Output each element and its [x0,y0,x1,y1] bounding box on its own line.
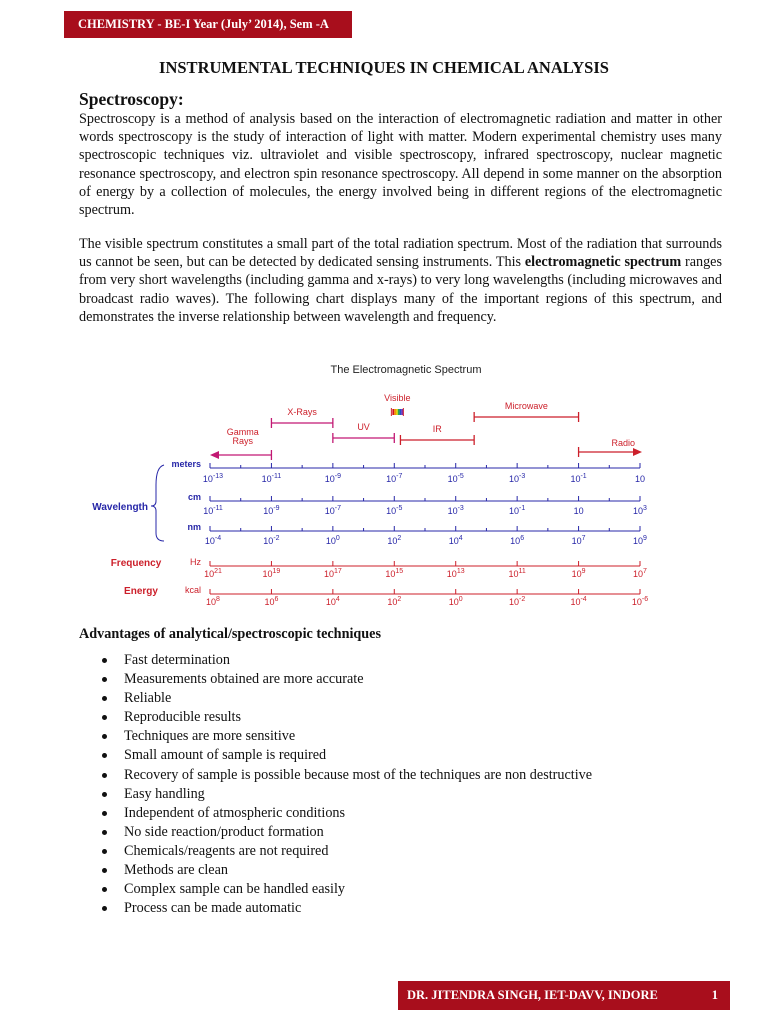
frequency-label: Frequency [110,558,162,569]
axis-kcal-tick-label: $10^2$ [387,596,402,607]
footer-author: DR. JITENDRA SINGH, IET-DAVV, INDORE [407,988,658,1002]
region-microwave-label: Microwave [504,401,548,411]
list-item: Process can be made automatic [100,899,592,918]
paragraph-text: The visible spectrum constitutes a small part of the total radiation spectrum. Most of the radiation that surrounds us cannot be seen, but can be detected by dedicated sensing instruments. This [79,236,722,271]
energy-label: Energy [124,586,158,597]
region-x-rays-label: X-Rays [287,407,317,417]
course-header: CHEMISTRY - BE-I Year (July’ 2014), Sem -A [78,17,329,31]
axis-kcal-tick-label: $10^{-2}$ [509,596,526,607]
axis-Hz-tick-label: $10^{19}$ [262,568,281,579]
region-visible-swatch [400,409,402,415]
list-item: Chemicals/reagents are not required [100,842,592,861]
axis-cm-tick-label: $10^{-3}$ [447,505,464,516]
axis-meters-tick-label: $10^{-1}$ [570,473,587,484]
spectrum-paragraph [79,235,722,326]
wavelength-brace [151,465,164,541]
axis-meters-tick-label: $10^{-7}$ [386,473,403,484]
axis-Hz-unit: Hz [190,557,201,567]
axis-nm-tick-label: $10^{-2}$ [263,535,280,546]
region-visible-swatch [396,409,398,415]
list-item: Techniques are more sensitive [100,727,592,746]
advantages-heading: Advantages of analytical/spectroscopic techniques [79,626,382,642]
axis-cm-tick-label: $10^{-1}$ [509,505,526,516]
section-heading: Spectroscopy: [79,89,184,109]
list-item: Recovery of sample is possible because most of the techniques are non destructive [100,766,592,785]
axis-meters-tick-label: $10^{-13}$ [202,473,224,484]
axis-kcal-tick-label: $10^{-6}$ [631,596,649,607]
list-item: Easy handling [100,785,592,804]
axis-nm-tick-label: $10^{-4}$ [204,535,222,546]
axis-nm-tick-label: $10^2$ [387,535,402,546]
list-item: Reproducible results [100,708,592,727]
axis-meters-tick-label: $10^{-5}$ [447,473,464,484]
axis-kcal-unit: kcal [184,585,201,595]
axis-Hz-tick-label: $10^{11}$ [508,568,526,579]
axis-Hz-tick-label: $10^{13}$ [446,568,465,579]
list-item: No side reaction/product formation [100,823,592,842]
region-gamma-rays-arrowhead [210,451,219,459]
axis-kcal-tick-label: $10^8$ [206,596,220,607]
axis-nm-tick-label: $10^6$ [510,535,525,546]
axis-cm-unit: cm [187,492,201,502]
region-visible-swatch [398,409,400,415]
list-item: Measurements obtained are more accurate [100,670,592,689]
axis-kcal-tick-label: $10^6$ [264,596,279,607]
page-number: 1 [711,988,718,1002]
axis-kcal-tick-label: $10^{-4}$ [570,596,587,607]
axis-kcal-tick-label: $10^0$ [448,596,463,607]
axis-cm-tick-label: $10^{-7}$ [324,505,341,516]
region-gamma-rays-label: Gamma [226,427,259,437]
axis-meters-tick-label: $10^{-3}$ [509,473,526,484]
axis-cm-tick-label: $10^3$ [633,505,647,516]
em-spectrum-chart [76,355,696,620]
list-item: Methods are clean [100,861,592,880]
axis-nm-tick-label: $10^7$ [571,535,586,546]
header-bar [64,11,352,38]
axis-kcal-tick-label: $10^4$ [325,596,340,607]
list-item: Small amount of sample is required [100,746,592,765]
axis-nm-tick-label: $10^4$ [448,535,463,546]
region-visible-label: Visible [384,393,411,403]
region-gamma-rays-label: Rays [232,436,253,446]
axis-nm-tick-label: $10^9$ [633,535,647,546]
axis-cm-tick-label: $10^{-5}$ [386,505,403,516]
axis-Hz-tick-label: $10^{17}$ [323,568,342,579]
region-radio-label: Radio [611,438,636,448]
axis-nm-tick-label: $10^0$ [325,535,340,546]
list-item: Independent of atmospheric conditions [100,804,592,823]
axis-Hz-tick-label: $10^{15}$ [385,568,404,579]
axis-cm-tick-label: $10^{-11}$ [203,505,223,516]
region-visible-swatch [392,409,394,415]
region-uv-label: UV [357,422,370,432]
list-item: Complex sample can be handled easily [100,880,592,899]
advantages-list [100,651,592,918]
bold-term: electromagnetic spectrum [524,254,682,271]
axis-nm-unit: nm [187,522,201,532]
list-item: Reliable [100,689,592,708]
list-item: Fast determination [100,651,592,670]
axis-meters-tick-label: $10^{-11}$ [261,473,282,484]
paragraph-text: ranges from very short wavelengths (including gamma and x-rays) to very long wavelengths (including microwaves and broadcast radio waves). The following chart displays many of the important regions of this spectrum, and demonstrates the inverse relationship between wavelength and frequency. [79,254,722,325]
region-radio-arrowhead [633,448,642,456]
region-ir-label: IR [432,424,442,434]
axis-cm-tick-label: 10 [573,506,584,516]
axis-Hz-tick-label: $10^{21}$ [204,568,222,579]
axis-meters-unit: meters [171,459,201,469]
region-visible-swatch [394,409,396,415]
chart-title: The Electromagnetic Spectrum [330,364,482,376]
intro-paragraph: Spectroscopy is a method of analysis based on the interaction of electromagnetic radiation and matter in other words spectroscopy is the study of interaction of light with matter. Modern experimental chemistry uses many spectroscopic techniques viz. ultraviolet and visible spectroscopy, infrared spectroscopy, nuclear magnetic resonance spectroscopy, and electron spin resonance spectroscopy. All depend in some manner on the absorption of energy by a collection of molecules, the energy involved being in different regions of the electromagnetic spectrum. [79,111,722,219]
page-title: INSTRUMENTAL TECHNIQUES IN CHEMICAL ANALYSIS [159,58,609,77]
axis-Hz-tick-label: $10^7$ [633,568,647,579]
axis-Hz-tick-label: $10^9$ [571,568,586,579]
wavelength-label: Wavelength [92,502,148,513]
axis-meters-tick-label: 10 [634,474,646,484]
footer-bar [398,981,730,1010]
axis-meters-tick-label: $10^{-9}$ [324,473,341,484]
axis-cm-tick-label: $10^{-9}$ [263,505,280,516]
